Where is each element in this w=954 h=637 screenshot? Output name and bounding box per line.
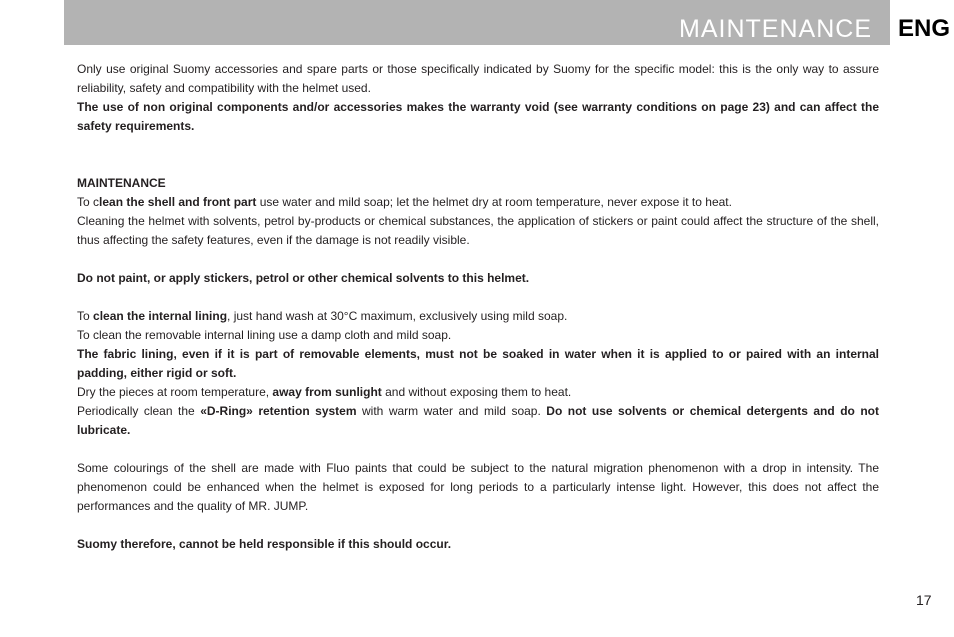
responsibility-note: Suomy therefore, cannot be held responsible if this should occur. [77,537,452,551]
intro-paragraph: Only use original Suomy accessories and spare parts or those specifically indicated by Suomy for the specific model: this is the only way to assure reliability, safety and compatibility with the helmet used. [77,62,879,95]
language-tag: ENG [898,15,951,42]
lining-paragraph: To clean the internal lining, just hand wash at 30°C maximum, exclusively using mild soap. [77,309,568,323]
fabric-warning: The fabric lining, even if it is part of removable elements, must not be soaked in water when it is applied to or paired with an internal padding, either rigid or soft. [77,347,879,380]
dring-paragraph: Periodically clean the «D-Ring» retention system with warm water and mild soap. Do not use solvents or chemical detergents and do not lubricate. [77,404,879,437]
page-number: 17 [916,592,932,608]
fluo-paragraph: Some colourings of the shell are made with Fluo paints that could be subject to the natural migration phenomenon with a drop in intensity. The phenomenon could be enhanced when the helmet is exposed for long periods to a particularly intense light. However, this does not affect the performances and the quality of MR. JUMP. [77,461,879,513]
page-title: MAINTENANCE [679,15,872,43]
page-content [77,60,879,554]
removable-lining-paragraph: To clean the removable internal lining use a damp cloth and mild soap. [77,328,452,342]
section-heading: MAINTENANCE [77,176,166,190]
header-bar [64,0,890,45]
solvents-paragraph: Cleaning the helmet with solvents, petrol by-products or chemical substances, the application of stickers or paint could affect the structure of the shell, thus affecting the safety features, even if the damage is not readily visible. [77,214,879,247]
paint-warning: Do not paint, or apply stickers, petrol or other chemical solvents to this helmet. [77,271,530,285]
shell-cleaning-paragraph: To clean the shell and front part use water and mild soap; let the helmet dry at room temperature, never expose it to heat. [77,195,732,209]
drying-paragraph: Dry the pieces at room temperature, away from sunlight and without exposing them to heat. [77,385,572,399]
warranty-warning: The use of non original components and/or accessories makes the warranty void (see warranty conditions on page 23) and can affect the safety requirements. [77,100,879,133]
